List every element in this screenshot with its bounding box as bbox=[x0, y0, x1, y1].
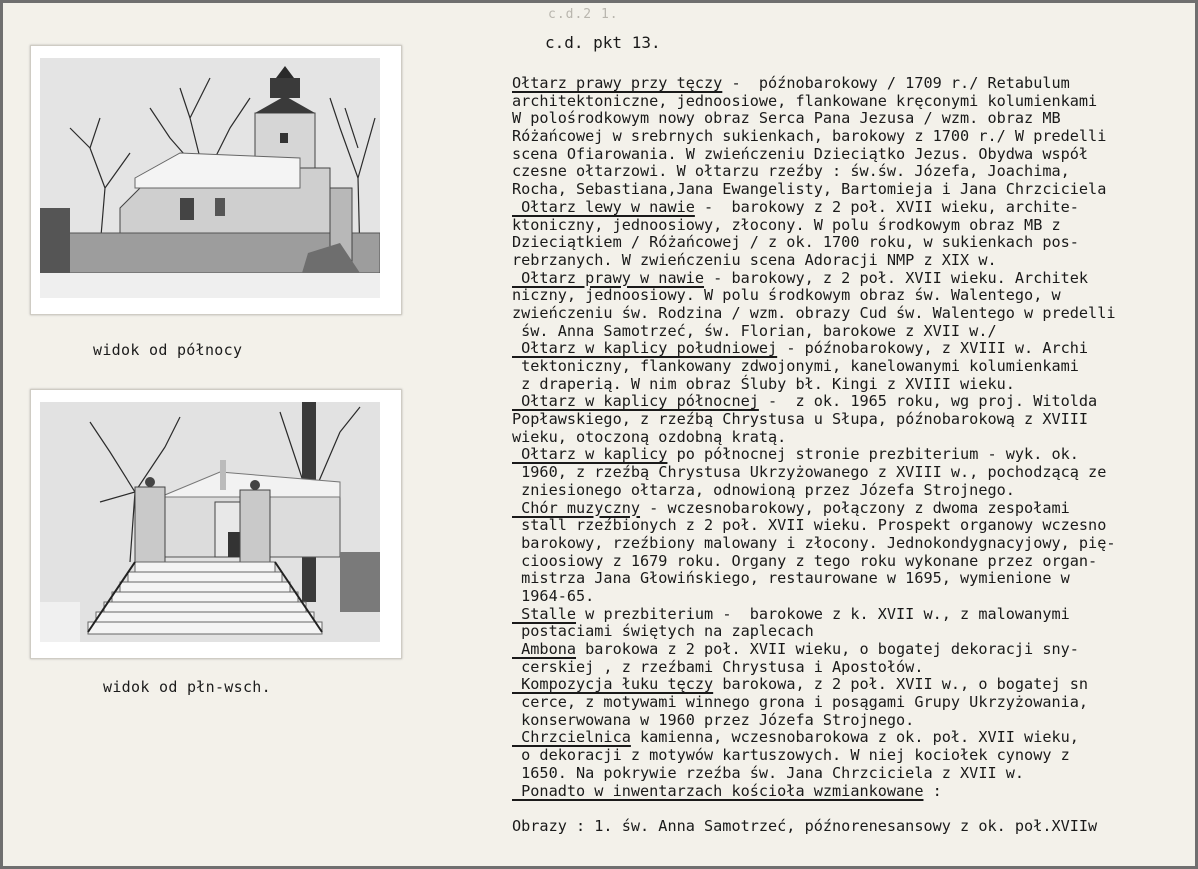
line-text: stall rzeźbionych z 2 poł. XVII wieku. Prospekt organowy wczesno bbox=[512, 516, 1107, 535]
line-text: zniesionego ołtarza, odnowioną przez Józefa Strojnego. bbox=[512, 480, 1015, 499]
text-line bbox=[512, 199, 1198, 217]
text-line bbox=[512, 217, 1198, 235]
text-line bbox=[512, 588, 1198, 606]
underlined-heading: Ołtarz w kaplicy południowej bbox=[512, 339, 778, 358]
text-line bbox=[512, 729, 1198, 747]
text-line bbox=[512, 712, 1198, 730]
line-text: cioosiowy z 1679 roku. Organy z tego roku wykonane przez organ- bbox=[512, 551, 1098, 570]
text-line bbox=[512, 676, 1198, 694]
line-text: barokowy, rzeźbiony malowany i złocony. Jednokondygnacyjowy, pię- bbox=[512, 533, 1116, 552]
line-text: barokowa z 2 poł. XVII wieku, o bogatej dekoracji sny- bbox=[576, 640, 1079, 658]
text-line bbox=[512, 446, 1198, 464]
line-text: Różańcowej w srebrnych sukienkach, barokowy z 1700 r./ W predelli bbox=[512, 127, 1107, 146]
text-line bbox=[512, 270, 1198, 288]
line-text: mistrza Jana Głowińskiego, restaurowane w 1695, wymienione w bbox=[512, 569, 1070, 588]
line-text: Popławskiego, z rzeźbą Chrystusa u Słupa, późnobarokową z XVIII bbox=[512, 410, 1089, 429]
text-line bbox=[512, 570, 1198, 588]
text-line bbox=[512, 376, 1198, 394]
line-text: - późnobarokowy, z XVIII w. Archi bbox=[777, 339, 1089, 358]
text-line bbox=[512, 765, 1198, 783]
text-line bbox=[512, 323, 1198, 341]
line-text: Obrazy : 1. św. Anna Samotrzeć, późnorenesansowy z ok. poł.XVIIw bbox=[512, 816, 1098, 835]
line-text: - z ok. 1965 roku, wg proj. Witolda bbox=[758, 392, 1098, 411]
text-line bbox=[512, 93, 1198, 111]
text-line bbox=[512, 75, 1198, 93]
line-text: 1960, z rzeźbą Chrystusa Ukrzyżowanego z XVIII w., pochodzącą ze bbox=[512, 463, 1107, 482]
line-text: czesne ołtarzowi. W ołtarzu rzeźby : św.św. Józefa, Joachima, bbox=[512, 162, 1070, 181]
photo-card-northeast bbox=[30, 389, 402, 659]
text-line bbox=[512, 411, 1198, 429]
line-text: Dzieciątkiem / Różańcowej / z ok. 1700 roku, w sukienkach pos- bbox=[512, 233, 1079, 252]
underlined-heading: Stalle bbox=[512, 604, 577, 623]
text-line bbox=[512, 641, 1198, 659]
text-line bbox=[512, 800, 1198, 818]
underlined-heading: Ołtarz prawy przy tęczy bbox=[512, 75, 723, 92]
text-line bbox=[512, 340, 1198, 358]
text-line bbox=[512, 535, 1198, 553]
underlined-heading: Ponadto w inwentarzach kościoła wzmiankowane bbox=[512, 781, 924, 800]
line-text: Rocha, Sebastiana,Jana Ewangelisty, Bartomieja i Jana Chrzciciela bbox=[512, 180, 1107, 199]
text-line bbox=[512, 252, 1198, 270]
line-text: - barokowy z 2 poł. XVII wieku, archite- bbox=[694, 197, 1079, 216]
line-text: barokowa, z 2 poł. XVII w., o bogatej sn bbox=[713, 675, 1089, 694]
typed-text-body bbox=[512, 75, 1198, 836]
photo-caption-north: widok od północy bbox=[93, 341, 243, 359]
line-text: postaciami świętych na zaplecach bbox=[512, 622, 814, 641]
line-text: - barokowy, z 2 poł. XVII wieku. Architek bbox=[704, 268, 1089, 287]
line-text: rebrzanych. W zwieńczeniu scena Adoracji NMP z XIX w. bbox=[512, 250, 997, 269]
text-line bbox=[512, 287, 1198, 305]
text-line bbox=[512, 393, 1198, 411]
line-text: cerce, z motywami winnego grona i posągami Grupy Ukrzyżowania, bbox=[512, 693, 1089, 712]
line-text: wieku, otoczoną ozdobną kratą. bbox=[512, 427, 787, 446]
text-line bbox=[512, 358, 1198, 376]
line-text: w prezbiterium - barokowe z k. XVII w., z malowanymi bbox=[576, 604, 1070, 623]
text-line bbox=[512, 517, 1198, 535]
line-text: cerskiej , z rzeźbami Chrystusa i Apostołów. bbox=[512, 657, 924, 676]
faint-stamp: c.d.2 1. bbox=[548, 7, 619, 22]
text-line bbox=[512, 181, 1198, 199]
line-text: 1964-65. bbox=[512, 586, 595, 605]
text-line bbox=[512, 110, 1198, 128]
photo-church-northeast-view bbox=[40, 402, 380, 642]
text-line bbox=[512, 553, 1198, 571]
underlined-heading: Ambona bbox=[512, 640, 577, 658]
line-text: kamienna, wczesnobarokowa z ok. poł. XVII wieku, bbox=[630, 728, 1079, 747]
underlined-heading: Ołtarz w kaplicy bbox=[512, 445, 668, 464]
text-line bbox=[512, 429, 1198, 447]
underlined-heading: Chrzcielnica bbox=[512, 728, 631, 747]
line-text: : bbox=[923, 781, 942, 800]
text-line bbox=[512, 694, 1198, 712]
line-text: - wczesnobarokowy, połączony z dwoma zespołami bbox=[640, 498, 1070, 517]
text-line bbox=[512, 606, 1198, 624]
text-line bbox=[512, 146, 1198, 164]
line-text: po północnej stronie prezbiterium - wyk. ok. bbox=[667, 445, 1079, 464]
underlined-heading: Kompozycja łuku tęczy bbox=[512, 675, 714, 694]
line-text: o dekoracji z motywów kartuszowych. W niej kociołek cynowy z bbox=[512, 746, 1070, 765]
text-line bbox=[512, 128, 1198, 146]
text-line bbox=[512, 500, 1198, 518]
text-line bbox=[512, 305, 1198, 323]
text-line bbox=[512, 464, 1198, 482]
underlined-heading: Ołtarz w kaplicy północnej bbox=[512, 392, 759, 411]
photo-card-north bbox=[30, 45, 402, 315]
line-text: z draperią. W nim obraz Śluby bł. Kingi z XVIII wieku. bbox=[512, 374, 1015, 393]
line-text: św. Anna Samotrzeć, św. Florian, barokowe z XVII w./ bbox=[512, 321, 997, 340]
text-line bbox=[512, 818, 1198, 836]
photo-church-north-view bbox=[40, 58, 380, 298]
line-text: niczny, jednoosiowy. W polu środkowym obraz św. Walentego, w bbox=[512, 286, 1061, 305]
line-text: ktoniczny, jednoosiowy, złocony. W polu środkowym obraz MB z bbox=[512, 215, 1061, 234]
line-text: W polośrodkowym nowy obraz Serca Pana Jezusa / wzm. obraz MB bbox=[512, 109, 1061, 128]
page-heading: c.d. pkt 13. bbox=[545, 33, 661, 52]
line-text: - późnobarokowy / 1709 r./ Retabulum bbox=[722, 75, 1070, 92]
document-page bbox=[3, 3, 1195, 866]
text-line bbox=[512, 623, 1198, 641]
photo-caption-northeast: widok od płn-wsch. bbox=[103, 678, 271, 696]
text-line bbox=[512, 163, 1198, 181]
line-text: scena Ofiarowania. W zwieńczeniu Dzieciątko Jezus. Obydwa współ bbox=[512, 144, 1089, 163]
line-text: zwieńczeniu św. Rodzina / wzm. obrazy Cud św. Walentego w predelli bbox=[512, 303, 1116, 322]
text-line bbox=[512, 234, 1198, 252]
underlined-heading: Ołtarz lewy w nawie bbox=[512, 197, 695, 216]
text-line bbox=[512, 747, 1198, 765]
line-text: architektoniczne, jednoosiowe, flankowane kręconymi kolumienkami bbox=[512, 91, 1098, 110]
text-line bbox=[512, 482, 1198, 500]
underlined-heading: Chór muzyczny bbox=[512, 498, 641, 517]
text-line bbox=[512, 783, 1198, 801]
line-text: konserwowana w 1960 przez Józefa Strojnego. bbox=[512, 710, 915, 729]
line-text: 1650. Na pokrywie rzeźba św. Jana Chrzciciela z XVII w. bbox=[512, 763, 1025, 782]
line-text: tektoniczny, flankowany zdwojonymi, kanelowanymi kolumienkami bbox=[512, 357, 1079, 375]
underlined-heading: Ołtarz prawy w nawie bbox=[512, 268, 705, 287]
text-line bbox=[512, 659, 1198, 677]
